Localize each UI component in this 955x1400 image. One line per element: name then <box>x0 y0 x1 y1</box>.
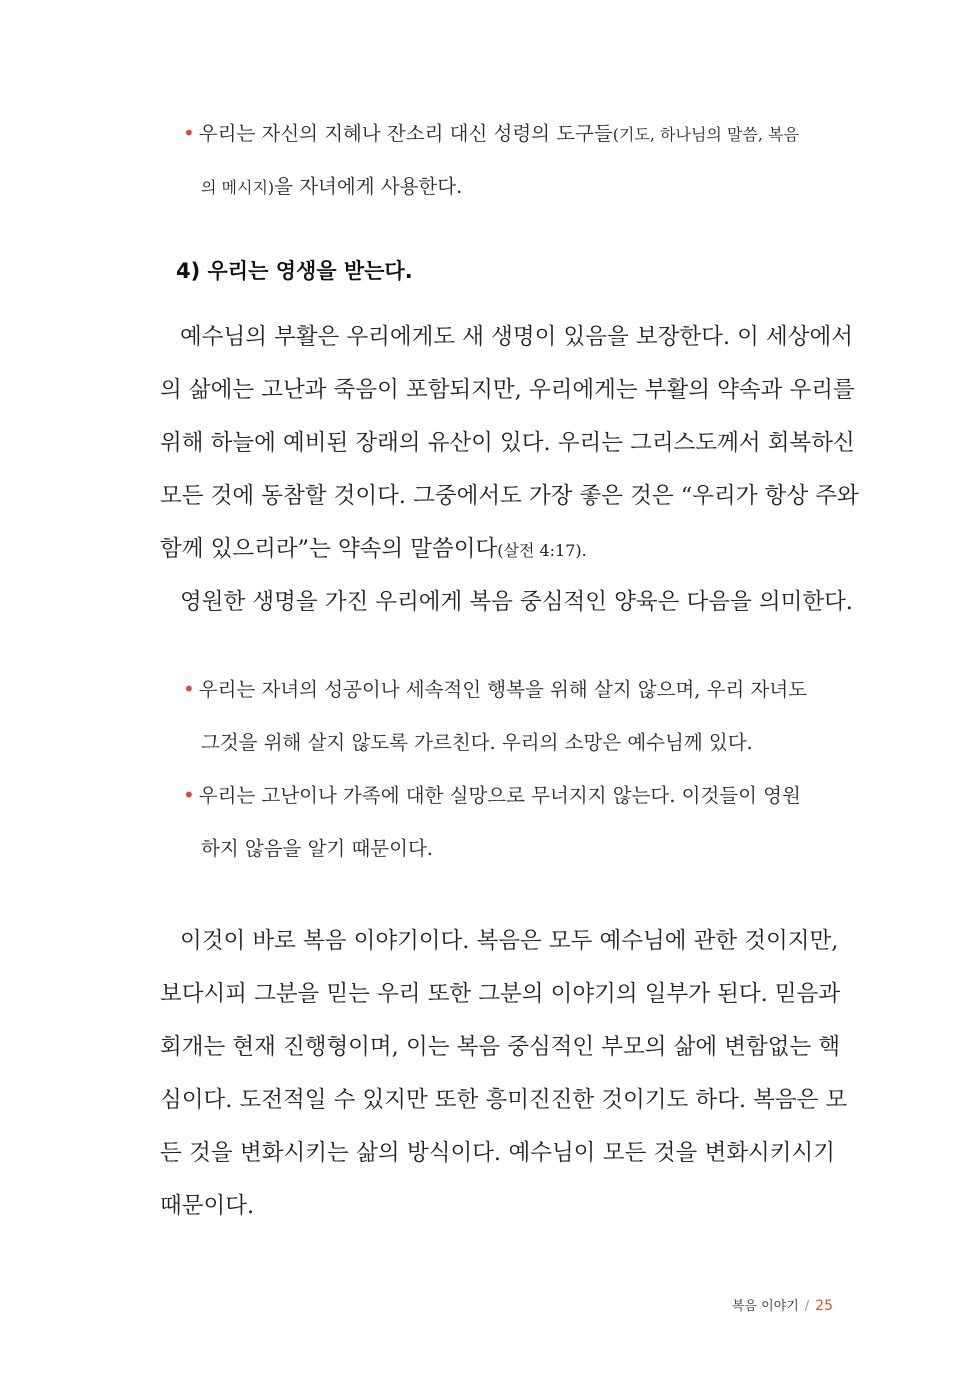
bullet-dot-icon: • <box>183 677 195 701</box>
bullet-item: • 우리는 고난이나 가족에 대한 실망으로 무너지지 않는다. 이것들이 영원 <box>183 783 801 807</box>
paragraph-line: 이것이 바로 복음 이야기이다. 복음은 모두 예수님에 관한 것이지만, <box>180 928 839 954</box>
paragraph-line: 때문이다. <box>160 1193 255 1219</box>
bullet-item-continuation: 하지 않음을 알기 때문이다. <box>201 837 434 860</box>
bullet-item: • 우리는 자신의 지혜나 잔소리 대신 성령의 도구들(기도, 하나님의 말씀, 복음 <box>183 121 799 145</box>
bullet-item: • 우리는 자녀의 성공이나 세속적인 행복을 위해 살지 않으며, 우리 자녀도 <box>183 677 808 701</box>
bullet-item-continuation: 의 메시지)을 자녀에게 사용한다. <box>201 175 463 198</box>
paragraph-eternal-life <box>160 311 859 629</box>
paragraph-line: 모든 것에 동참할 것이다. 그중에서도 가장 좋은 것은 “우리가 항상 주와 <box>160 483 859 509</box>
bullet-dot-icon: • <box>183 783 195 807</box>
paragraph-line: 위해 하늘에 예비된 장래의 유산이 있다. 우리는 그리스도께서 회복하신 <box>160 430 855 456</box>
bullet-list-top <box>183 107 833 213</box>
page-footer <box>732 1295 833 1314</box>
paragraph-line: 영원한 생명을 가진 우리에게 복음 중심적인 양육은 다음을 의미한다. <box>180 589 853 615</box>
paragraph-line: 회개는 현재 진행형이며, 이는 복음 중심적인 부모의 삶에 변함없는 핵 <box>160 1034 841 1060</box>
bullet-dot-icon: • <box>183 121 195 145</box>
section-heading: 4) 우리는 영생을 받는다. <box>176 259 413 283</box>
paragraph-gospel-story <box>160 915 848 1233</box>
page-number: 25 <box>815 1298 833 1314</box>
footer-separator: / <box>804 1299 810 1314</box>
paragraph-line: 예수님의 부활은 우리에게도 새 생명이 있음을 보장한다. 이 세상에서 <box>180 324 853 350</box>
footer-title: 복음 이야기 <box>731 1299 799 1314</box>
paragraph-line: 함께 있으리라”는 약속의 말씀이다(살전 4:17). <box>160 536 587 562</box>
paragraph-line: 보다시피 그분을 믿는 우리 또한 그분의 이야기의 일부가 된다. 믿음과 <box>160 981 841 1007</box>
bullet-list-mid <box>183 663 833 875</box>
paragraph-line: 심이다. 도전적일 수 있지만 또한 흥미진진한 것이기도 하다. 복음은 모 <box>160 1087 848 1113</box>
bullet-item-continuation: 그것을 위해 살지 않도록 가르친다. 우리의 소망은 예수님께 있다. <box>201 731 753 754</box>
paragraph-line: 의 삶에는 고난과 죽음이 포함되지만, 우리에게는 부활의 약속과 우리를 <box>160 377 855 403</box>
paragraph-line: 든 것을 변화시키는 삶의 방식이다. 예수님이 모든 것을 변화시키시기 <box>160 1140 835 1166</box>
